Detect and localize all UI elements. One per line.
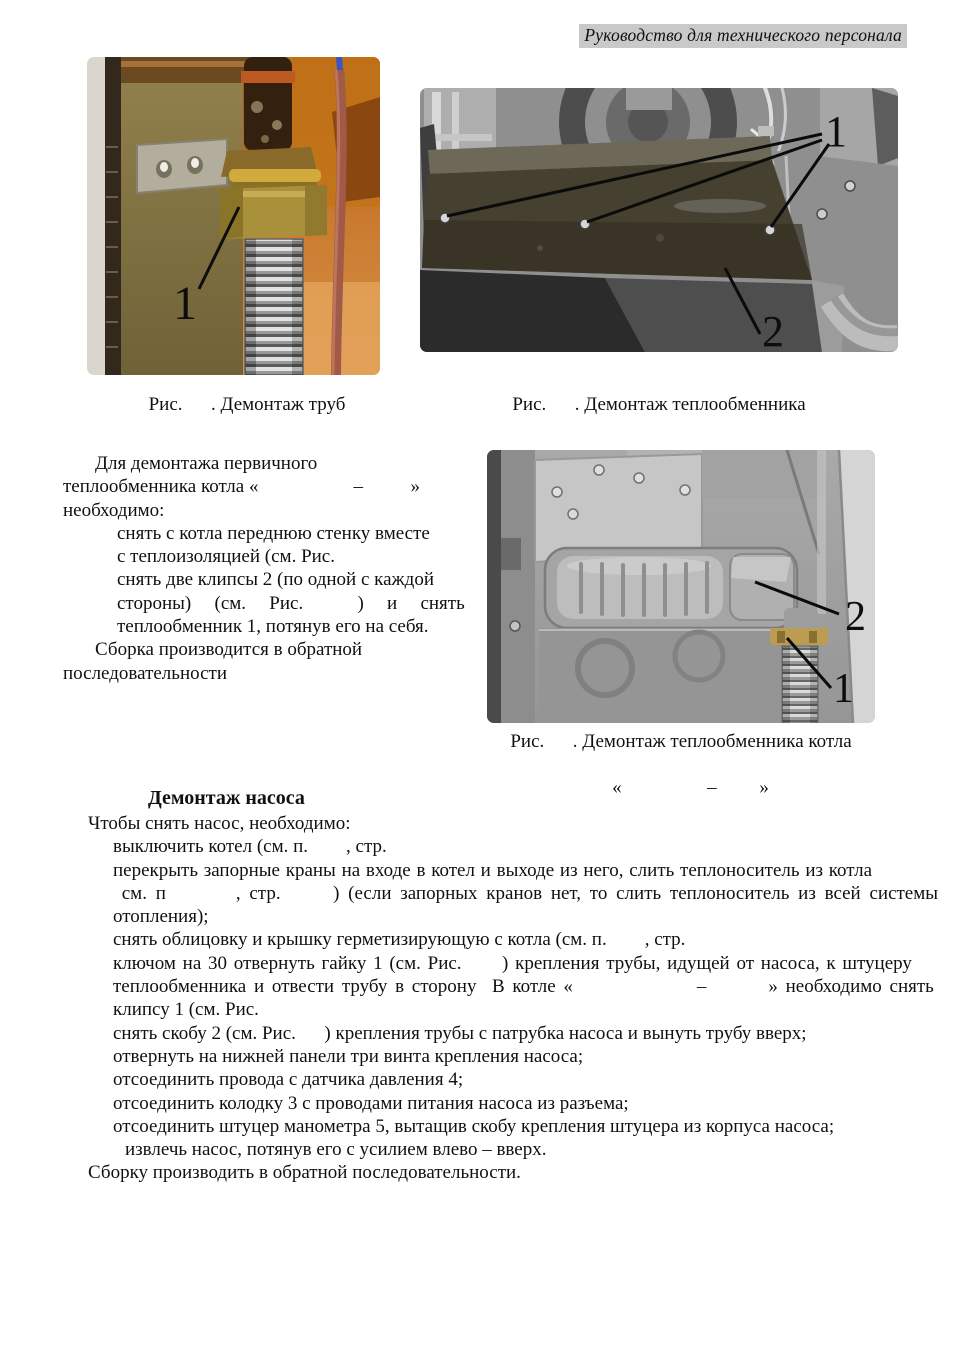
- heat-exchanger-photo-illustration: [420, 88, 898, 352]
- text-line: ключом на 30 отвернуть гайку 1 (см. Рис. ) крепления трубы, идущей от насоса, к штуцеру: [113, 952, 912, 974]
- figure-pipes-photo: [87, 57, 380, 375]
- text-line: снять скобу 2 (см. Рис. ) крепления трубы с патрубка насоса и вынуть трубу вверх;: [113, 1022, 807, 1044]
- text-line: отвернуть на нижней панели три винта крепления насоса;: [113, 1045, 584, 1067]
- text-line: теплообменник 1, потянув его на себя.: [117, 616, 429, 638]
- text-line: стороны) (см. Рис. ) и снять: [117, 592, 465, 614]
- pump-instructions: [63, 812, 948, 1185]
- text-line: Чтобы снять насос, необходимо:: [88, 813, 351, 834]
- boiler-photo-illustration: [487, 450, 875, 723]
- callout-label-2: 2: [845, 594, 866, 640]
- text-line: выключить котел (см. п. , стр.: [113, 836, 387, 858]
- text-line: снять облицовку и крышку герметизирующую с котла (см. п. , стр.: [113, 929, 686, 951]
- pump-section-heading: Демонтаж насоса: [148, 787, 305, 809]
- text-line: отсоединить провода с датчика давления 4;: [113, 1069, 464, 1091]
- text-line: Сборка производится в обратной: [95, 639, 363, 661]
- lower-panel: [539, 628, 797, 723]
- text-line: отсоединить колодку 3 с проводами питания насоса из разъема;: [113, 1092, 629, 1114]
- text-line: извлечь насос, потянув его с усилием влево – вверх.: [125, 1139, 547, 1161]
- figure3-caption-line2: « – »: [612, 777, 769, 798]
- text-line: Для демонтажа первичного: [95, 453, 318, 474]
- callout-label-1: 1: [833, 666, 854, 712]
- callout-label-1: 1: [173, 277, 197, 330]
- text-line: отсоединить штуцер манометра 5, вытащив скобу крепления штуцера из корпуса насоса;: [113, 1115, 835, 1137]
- text-line: Сборку производить в обратной последовательности.: [88, 1162, 521, 1184]
- text-line: с теплоизоляцией (см. Рис.: [117, 546, 335, 568]
- text-line: теплообменника котла « – »: [63, 476, 420, 498]
- text-line: снять с котла переднюю стенку вместе: [117, 522, 430, 544]
- figure2-caption: Рис. . Демонтаж теплообменника: [512, 394, 806, 415]
- text-line: теплообменника и отвести трубу в сторону В котле « – » необходимо снять: [113, 976, 934, 998]
- metal-bracket: [137, 139, 227, 193]
- pipes-photo-illustration: [87, 57, 380, 375]
- figure-boiler-exchanger-photo: [487, 450, 875, 723]
- callout-label-2: 2: [762, 307, 784, 352]
- text-line: последовательности: [63, 662, 227, 684]
- text-line: снять две клипсы 2 (по одной с каждой: [117, 569, 434, 591]
- text-line: клипсу 1 (см. Рис.: [113, 999, 259, 1021]
- text-line: отопления);: [113, 906, 209, 928]
- exchanger-body: [545, 548, 797, 628]
- text-line: перекрыть запорные краны на входе в котел и выходе из него, слить теплоноситель из котла: [113, 859, 872, 881]
- text-line: см. п , стр. ) (если запорных кранов нет, то слить теплоноситель из всей системы: [113, 882, 939, 904]
- text-line: необходимо:: [63, 499, 165, 521]
- blue-wire-tip: [339, 57, 340, 70]
- flexible-hose: [245, 239, 303, 375]
- page-header: Руководство для технического персонала: [579, 24, 907, 48]
- exchanger-removal-paragraph: [63, 452, 483, 685]
- figure1-caption: Рис. . Демонтаж труб: [148, 394, 346, 415]
- pump-section: [63, 786, 948, 1185]
- figure3-caption-line1: Рис. . Демонтаж теплообменника котла: [510, 731, 852, 752]
- figure-heat-exchanger-photo: [420, 88, 898, 352]
- callout-label-1: 1: [825, 107, 847, 156]
